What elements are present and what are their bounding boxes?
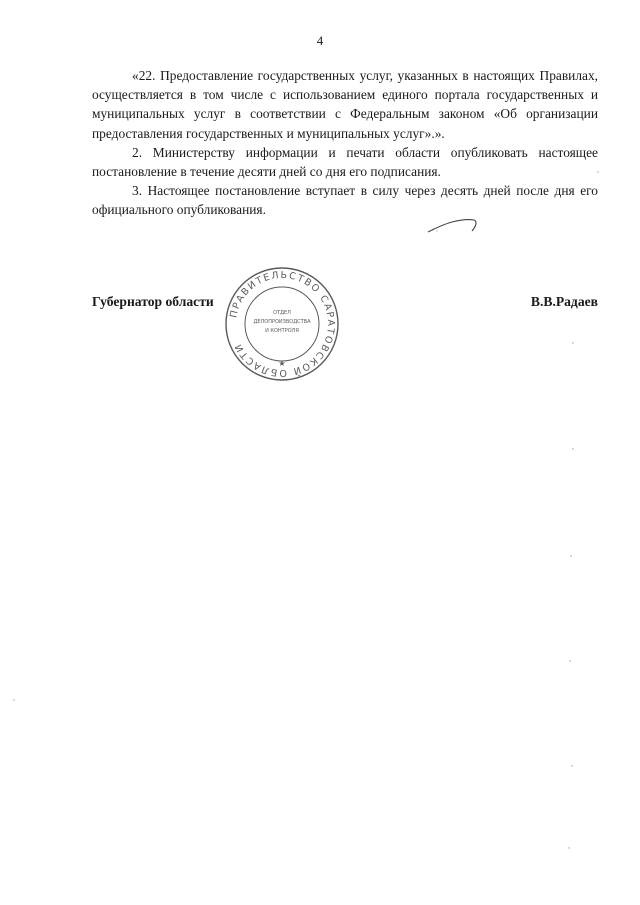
stamp-center-line-3: И КОНТРОЛЯ — [265, 328, 299, 334]
paragraph-effective-date: 3. Настоящее постановление вступает в силу через десять дней после дня его официального опубликования. — [92, 183, 598, 218]
stamp-star-icon: ★ — [278, 359, 286, 368]
stamp-center-line-2: ДЕЛОПРОИЗВОДСТВА — [253, 319, 311, 325]
handwritten-signature — [422, 206, 482, 240]
official-seal-stamp — [222, 264, 342, 384]
paragraph-clause-22: «22. Предоставление государственных услуг, указанных в настоящих Правилах, осуществляется в том числе с использованием единого портала государственных и муниципальных услуг в соответствии с Федеральным законом «Об организации предоставления государственных и муниципальных услуг».». — [92, 68, 598, 141]
paragraph-ministry-publish: 2. Министерству информации и печати области опубликовать настоящее постановление в течение десяти дней со дня его подписания. — [92, 144, 598, 180]
page-number: 4 — [316, 33, 324, 48]
document-body — [92, 66, 598, 220]
signatory-title: Губернатор области — [92, 294, 214, 309]
signatory-name: В.В.Радаев — [530, 294, 598, 309]
stamp-ring-text: ПРАВИТЕЛЬСТВО САРАТОВСКОЙ ОБЛАСТИ — [228, 269, 337, 379]
stamp-center-line-1: ОТДЕЛ — [273, 310, 291, 316]
